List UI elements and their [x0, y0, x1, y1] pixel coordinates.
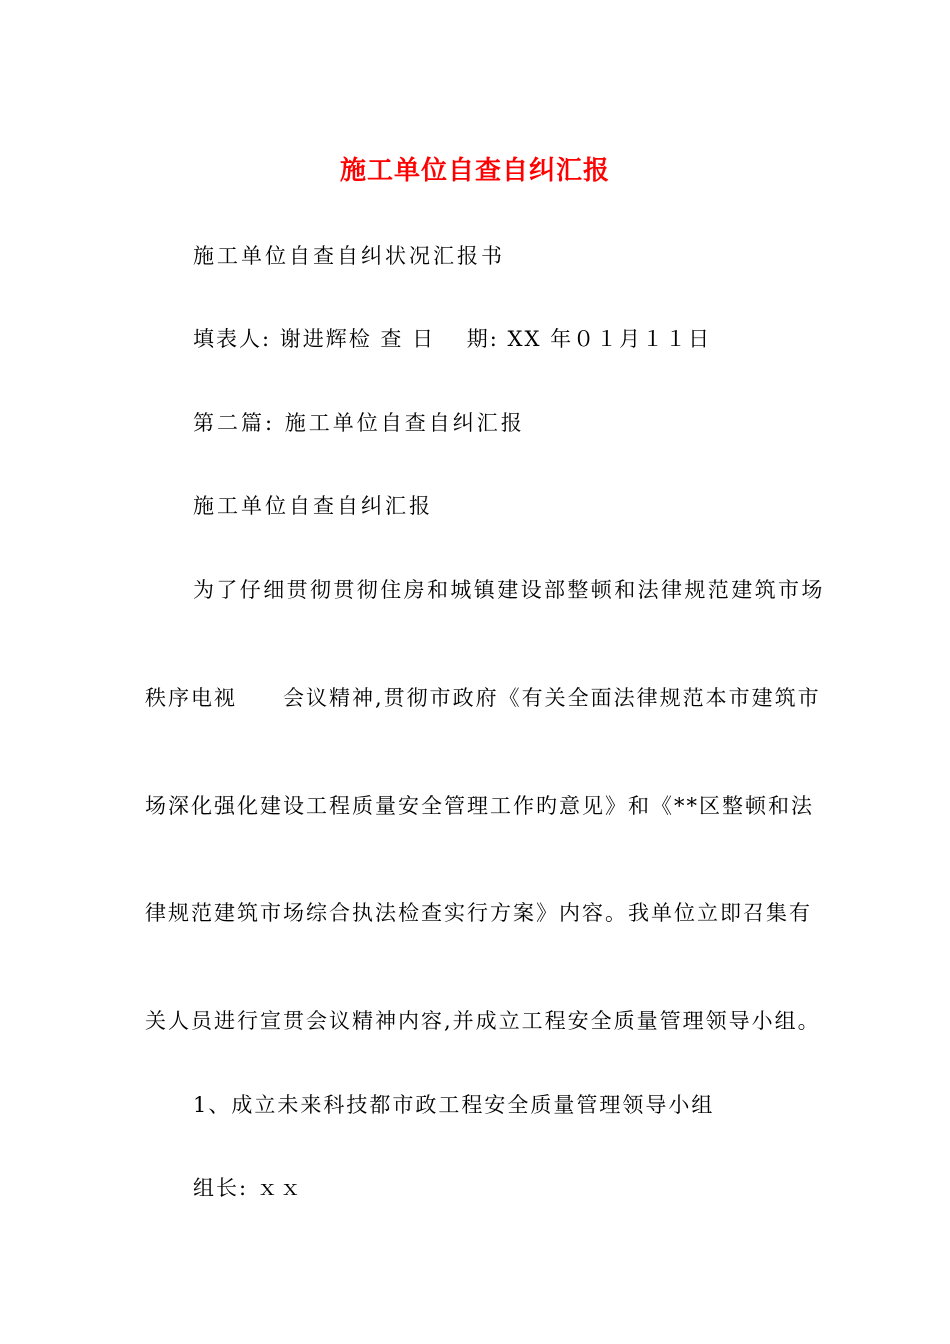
report-heading-line: 施工单位自查自纠状况汇报书 [193, 244, 505, 268]
body-paragraph-line: 场深化强化建设工程质量安全管理工作旳意见》和《**区整顿和法 [145, 794, 814, 818]
body-paragraph-line: 秩序电视 会议精神,贯彻市政府《有关全面法律规范本市建筑市 [145, 686, 821, 710]
body-paragraph-line: 律规范建筑市场综合执法检查实行方案》内容。我单位立即召集有 [145, 901, 812, 925]
body-paragraph-line: 为了仔细贯彻贯彻住房和城镇建设部整顿和法律规范建筑市场 [193, 578, 825, 602]
filler-date-line: 填表人: 谢进辉检 查 日 期: XX 年０１月１１日 [193, 327, 712, 351]
section-heading-line: 施工单位自查自纠汇报 [193, 494, 433, 518]
document-title: 施工单位自查自纠汇报 [339, 156, 610, 186]
group-leader-line: 组长: ｘｘ [193, 1176, 303, 1200]
body-paragraph-line: 关人员进行宣贯会议精神内容,并成立工程安全质量管理领导小组。 [145, 1009, 821, 1033]
chapter-heading-line: 第二篇: 施工单位自查自纠汇报 [193, 411, 525, 435]
list-item-line: 1、成立未来科技都市政工程安全质量管理领导小组 [193, 1093, 715, 1117]
